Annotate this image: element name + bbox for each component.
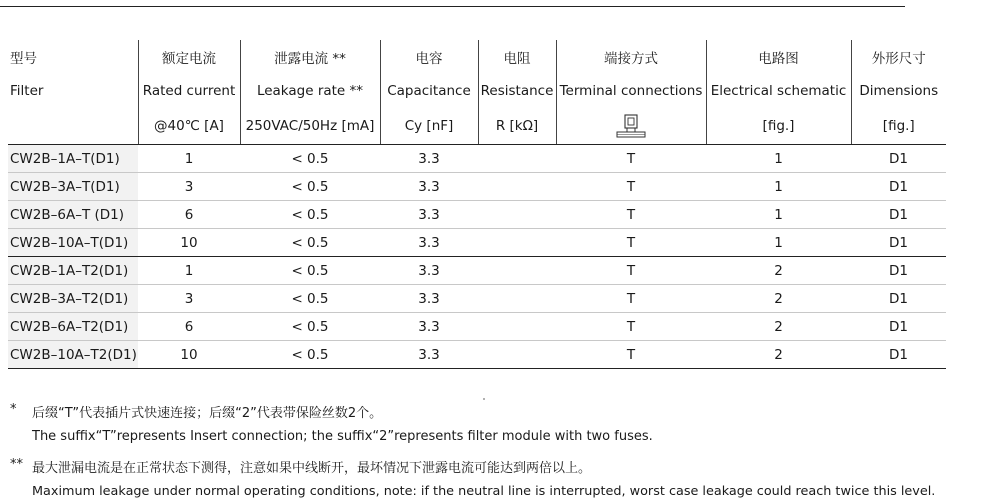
cell-dim: D1: [851, 257, 946, 285]
cell-current: 1: [138, 257, 240, 285]
top-rule: [0, 6, 905, 7]
header-cap-cn: 电容: [380, 40, 478, 74]
cell-dim: D1: [851, 173, 946, 201]
cell-res: [478, 313, 556, 341]
cell-sch: 2: [706, 257, 851, 285]
table-row: [8, 145, 946, 173]
cell-res: [478, 229, 556, 257]
footnote-2-en: Maximum leakage under normal operating conditions, note: if the neutral line is interrupted, worst case leakage could reach twice this level.: [32, 484, 936, 499]
cell-term: T: [556, 229, 706, 257]
cell-res: [478, 341, 556, 369]
cell-res: [478, 257, 556, 285]
table-row: [8, 229, 946, 257]
cell-current: 6: [138, 201, 240, 229]
header-current-unit: @40℃ [A]: [138, 108, 240, 145]
table-row: [8, 313, 946, 341]
cell-term: T: [556, 285, 706, 313]
header-res-cn: 电阻: [478, 40, 556, 74]
table-row: [8, 257, 946, 285]
cell-leakage: < 0.5: [240, 285, 380, 313]
cell-cap: 3.3: [380, 257, 478, 285]
table-row: [8, 285, 946, 313]
cell-cap: 3.3: [380, 201, 478, 229]
header-leakage-unit: 250VAC/50Hz [mA]: [240, 108, 380, 145]
cell-current: 3: [138, 173, 240, 201]
cell-dim: D1: [851, 201, 946, 229]
speck: [483, 398, 485, 400]
header-leakage-en: Leakage rate **: [240, 74, 380, 108]
cell-term: T: [556, 145, 706, 173]
cell-term: T: [556, 201, 706, 229]
cell-model: CW2B–6A–T2(D1): [8, 313, 138, 341]
header-leakage-cn: 泄露电流 **: [240, 40, 380, 74]
cell-res: [478, 173, 556, 201]
header-term-en: Terminal connections: [556, 74, 706, 108]
table-row: [8, 173, 946, 201]
cell-cap: 3.3: [380, 285, 478, 313]
header-sch-unit: [fig.]: [706, 108, 851, 145]
header-model-unit: [8, 108, 138, 145]
cell-dim: D1: [851, 313, 946, 341]
header-row-cn: [8, 40, 946, 74]
cell-sch: 1: [706, 173, 851, 201]
cell-model: CW2B–10A–T2(D1): [8, 341, 138, 369]
cell-current: 10: [138, 229, 240, 257]
footnote-1-cn: 后缀“T”代表插片式快速连接；后缀“2”代表带保险丝数2个。: [32, 406, 383, 421]
cell-sch: 1: [706, 145, 851, 173]
header-model-en: Filter: [10, 83, 44, 99]
header-term-cn: 端接方式: [556, 40, 706, 74]
cell-current: 10: [138, 341, 240, 369]
cell-res: [478, 201, 556, 229]
cell-cap: 3.3: [380, 229, 478, 257]
cell-leakage: < 0.5: [240, 257, 380, 285]
cell-leakage: < 0.5: [240, 341, 380, 369]
cell-term: T: [556, 313, 706, 341]
footnote-1-en: The suffix“T”represents Insert connection; the suffix“2”represents filter module with two fuses.: [32, 429, 653, 444]
cell-res: [478, 285, 556, 313]
header-dim-en: Dimensions: [851, 74, 946, 108]
cell-model: CW2B–10A–T(D1): [8, 229, 138, 257]
cell-leakage: < 0.5: [240, 229, 380, 257]
cell-leakage: < 0.5: [240, 173, 380, 201]
cell-sch: 1: [706, 229, 851, 257]
cell-dim: D1: [851, 341, 946, 369]
header-current-cn: 额定电流: [138, 40, 240, 74]
cell-leakage: < 0.5: [240, 313, 380, 341]
footnote-1-mark: *: [10, 402, 17, 417]
header-cap-unit: Cy [nF]: [380, 108, 478, 145]
footnote-2-mark: **: [10, 457, 23, 472]
cell-sch: 2: [706, 341, 851, 369]
header-dim-cn: 外形尺寸: [851, 40, 946, 74]
cell-dim: D1: [851, 285, 946, 313]
cell-sch: 1: [706, 201, 851, 229]
cell-current: 1: [138, 145, 240, 173]
cell-model: CW2B–3A–T(D1): [8, 173, 138, 201]
spec-table: [8, 40, 946, 369]
header-row-unit: [8, 108, 946, 145]
cell-sch: 2: [706, 313, 851, 341]
cell-current: 3: [138, 285, 240, 313]
cell-cap: 3.3: [380, 173, 478, 201]
header-row-en: [8, 74, 946, 108]
cell-dim: D1: [851, 229, 946, 257]
cell-cap: 3.3: [380, 313, 478, 341]
cell-term: T: [556, 341, 706, 369]
cell-leakage: < 0.5: [240, 201, 380, 229]
cell-sch: 2: [706, 285, 851, 313]
cell-cap: 3.3: [380, 341, 478, 369]
cell-res: [478, 145, 556, 173]
cell-dim: D1: [851, 145, 946, 173]
cell-cap: 3.3: [380, 145, 478, 173]
header-model-cn: 型号: [10, 51, 37, 67]
cell-model: CW2B–1A–T(D1): [8, 145, 138, 173]
header-current-en: Rated current: [138, 74, 240, 108]
table-row: [8, 201, 946, 229]
cell-model: CW2B–1A–T2(D1): [8, 257, 138, 285]
cell-model: CW2B–6A–T (D1): [8, 201, 138, 229]
header-res-en: Resistance: [478, 74, 556, 108]
cell-model: CW2B–3A–T2(D1): [8, 285, 138, 313]
header-dim-unit: [fig.]: [851, 108, 946, 145]
header-sch-en: Electrical schematic: [706, 74, 851, 108]
header-sch-cn: 电路图: [706, 40, 851, 74]
cell-current: 6: [138, 313, 240, 341]
header-cap-en: Capacitance: [380, 74, 478, 108]
header-term-unit: [556, 108, 706, 145]
header-res-unit: R [kΩ]: [478, 108, 556, 145]
cell-leakage: < 0.5: [240, 145, 380, 173]
footnote-2-cn: 最大泄漏电流是在正常状态下测得，注意如果中线断开，最坏情况下泄露电流可能达到两倍以上。: [32, 461, 592, 476]
table-row: [8, 341, 946, 369]
terminal-connector-icon: [614, 113, 648, 139]
cell-term: T: [556, 173, 706, 201]
cell-term: T: [556, 257, 706, 285]
